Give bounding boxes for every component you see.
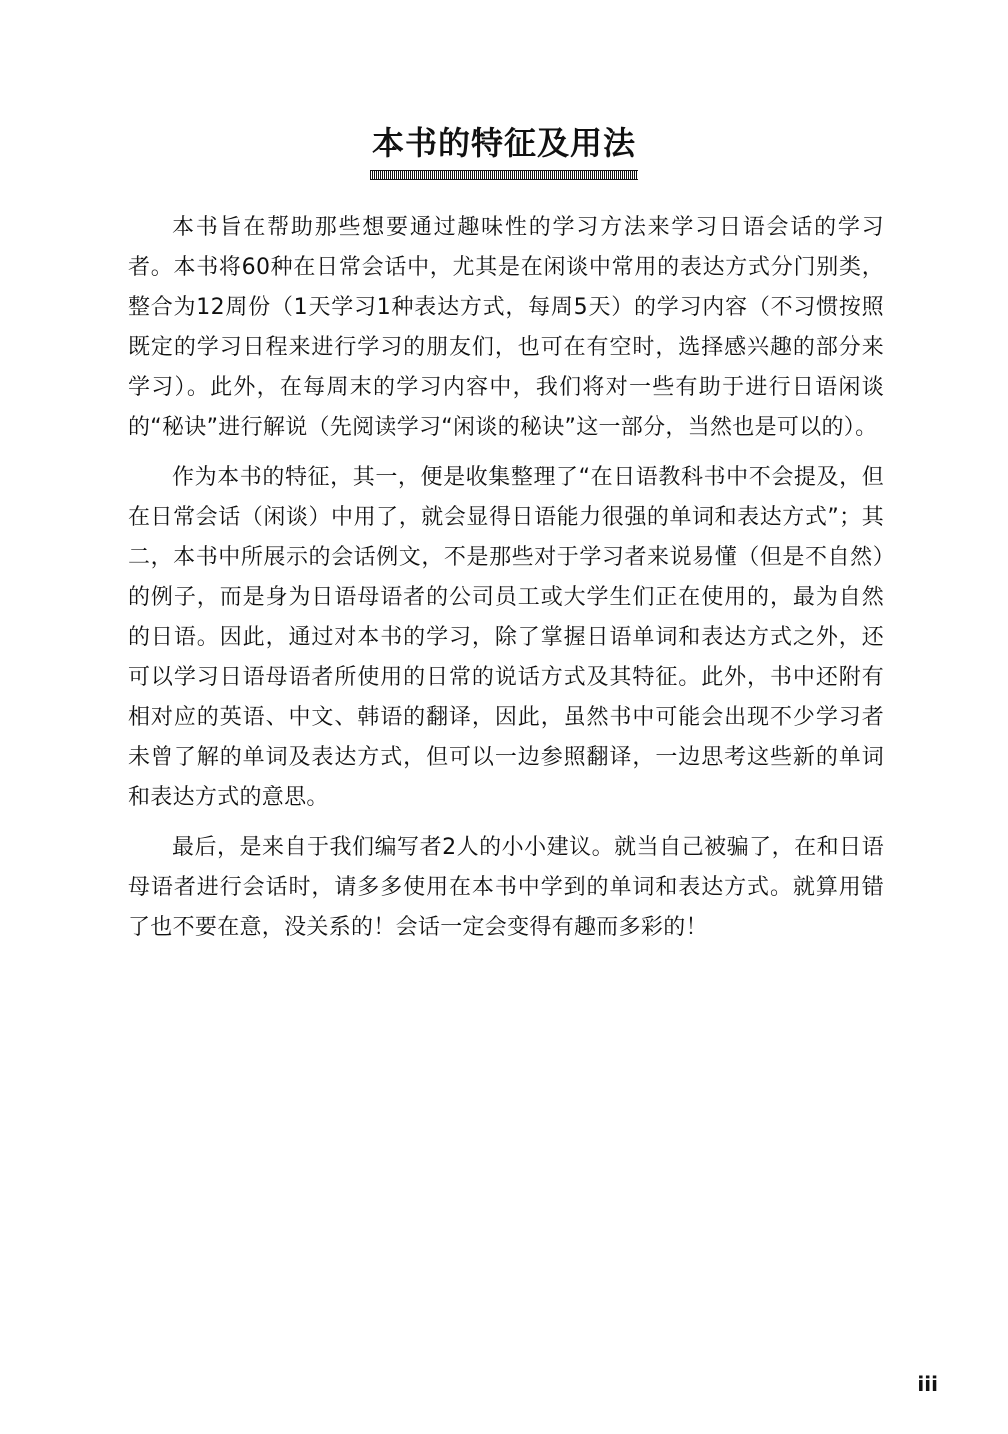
title-block	[0, 118, 1008, 180]
paragraph-3: 最后，是来自于我们编写者2人的小小建议。就当自己被骗了，在和日语母语者进行会话时，请多多使用在本书中学到的单词和表达方式。就算用错了也不要在意，没关系的！会话一定会变得有趣而多彩的！	[128, 835, 884, 940]
title-underline	[370, 170, 638, 180]
page-number: iii	[917, 1372, 938, 1396]
body-text	[128, 208, 884, 958]
paragraph-1: 本书旨在帮助那些想要通过趣味性的学习方法来学习日语会话的学习者。本书将60种在日常会话中，尤其是在闲谈中常用的表达方式分门别类，整合为12周份（1天学习1种表达方式，每周5天）的学习内容（不习惯按照既定的学习日程来进行学习的朋友们，也可在有空时，选择感兴趣的部分来学习）。此外，在每周末的学习内容中，我们将对一些有助于进行日语闲谈的“秘诀”进行解说（先阅读学习“闲谈的秘诀”这一部分，当然也是可以的）。	[128, 215, 884, 440]
page-title: 本书的特征及用法	[371, 124, 636, 162]
paragraph-2: 作为本书的特征，其一，便是收集整理了“在日语教科书中不会提及，但在日常会话（闲谈）中用了，就会显得日语能力很强的单词和表达方式”；其二，本书中所展示的会话例文，不是那些对于学习者来说易懂（但是不自然）的例子，而是身为日语母语者的公司员工或大学生们正在使用的，最为自然的日语。因此，通过对本书的学习，除了掌握日语单词和表达方式之外，还可以学习日语母语者所使用的日常的说话方式及其特征。此外，书中还附有相对应的英语、中文、韩语的翻译，因此，虽然书中可能会出现不少学习者未曾了解的单词及表达方式，但可以一边参照翻译，一边思考这些新的单词和表达方式的意思。	[128, 465, 884, 810]
